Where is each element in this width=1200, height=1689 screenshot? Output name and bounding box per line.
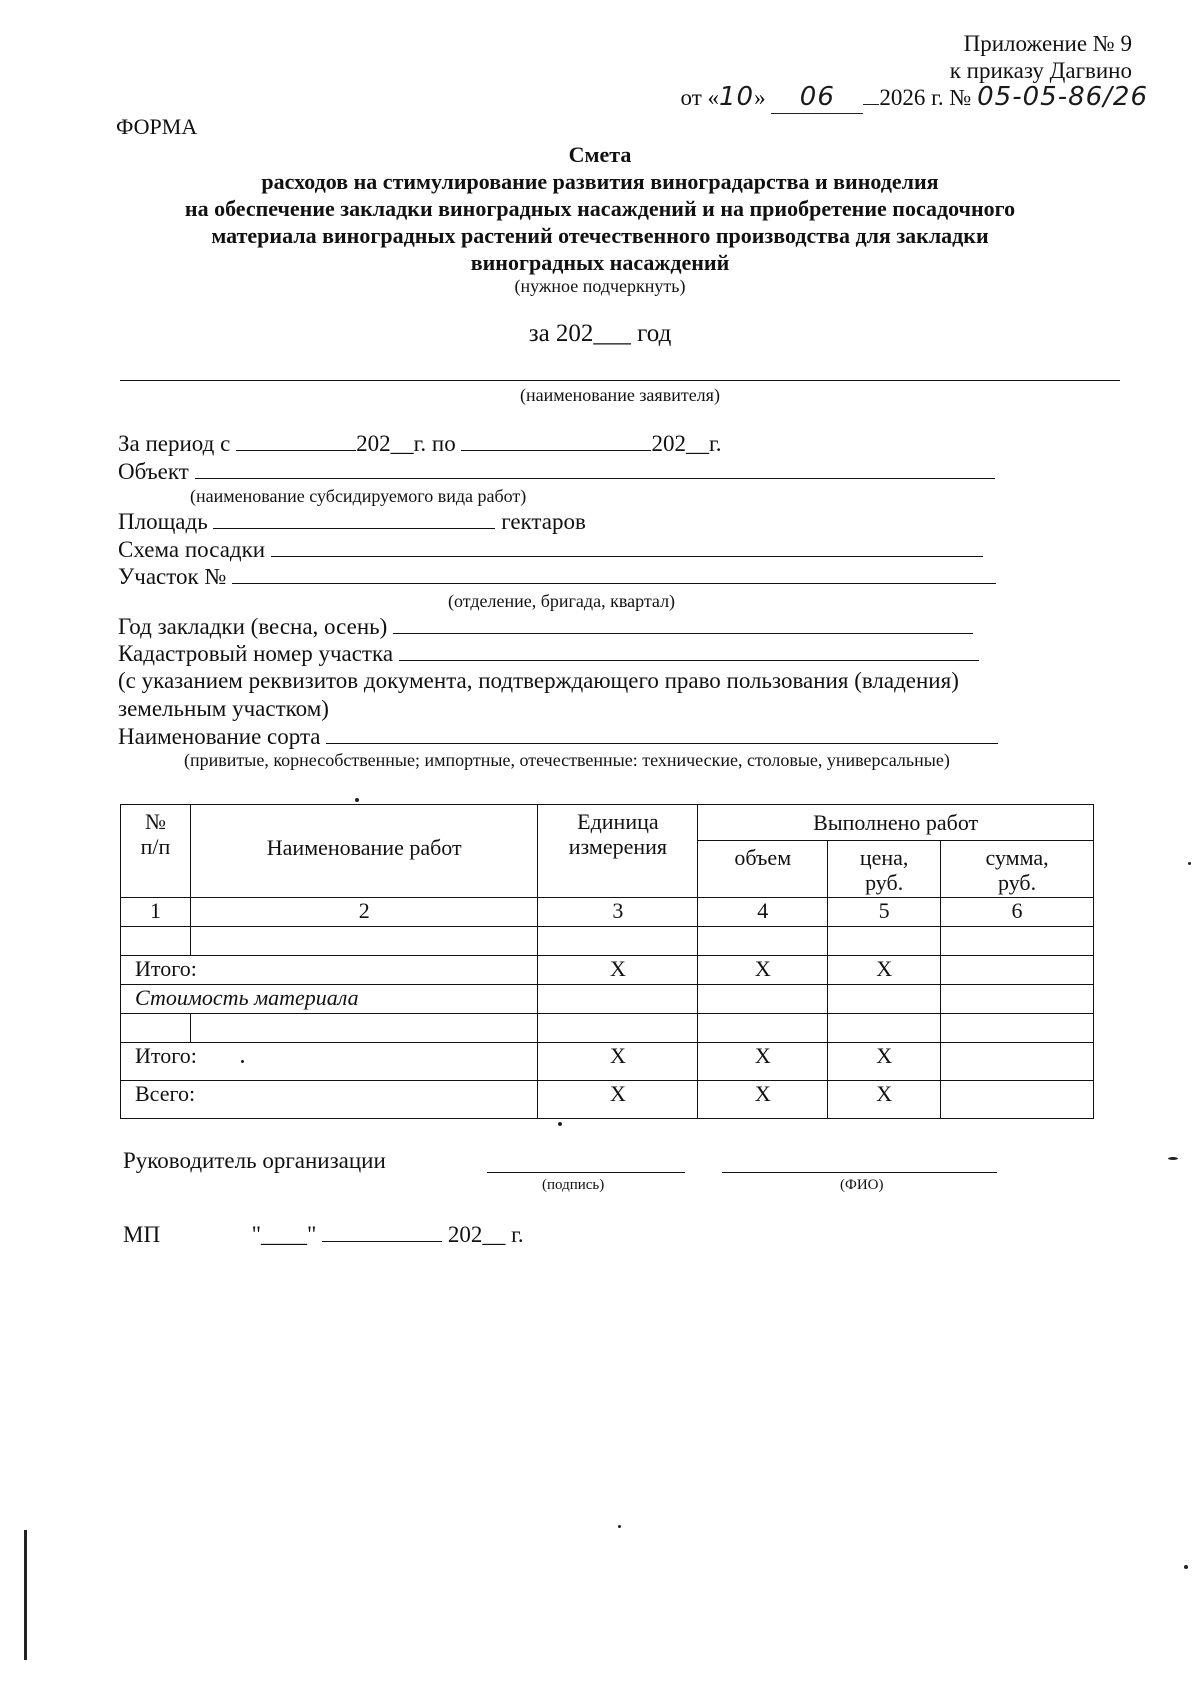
subtotal-label-2: Итого:	[121, 1043, 538, 1081]
applicant-name-field[interactable]	[120, 380, 1120, 381]
x-mark: X	[828, 1081, 941, 1119]
area-label: Площадь	[118, 509, 208, 534]
order-month-field	[771, 82, 863, 114]
area-field[interactable]	[213, 508, 495, 529]
title-line-3: на обеспечение закладки виноградных насаждений и на приобретение посадочного	[184, 196, 1016, 221]
object-caption: (наименование субсидируемого вида работ)	[190, 486, 527, 506]
header-name: Наименование работ	[190, 805, 538, 898]
cadastral-label: Кадастровый номер участка	[118, 641, 394, 666]
x-mark: X	[538, 1043, 698, 1081]
x-mark: X	[828, 1043, 941, 1081]
header-unit: Единица измерения	[538, 805, 698, 898]
title-line-2: расходов на стимулирование развития виноградарства и виноделия	[261, 169, 939, 194]
title-line-5: виноградных насаждений	[470, 250, 730, 275]
appendix-number: Приложение № 9	[963, 31, 1132, 56]
scan-speck	[355, 798, 359, 802]
object-field[interactable]	[195, 458, 995, 479]
header-sum: сумма, руб.	[941, 841, 1094, 898]
material-cost-label: Стоимость материала	[121, 985, 538, 1014]
date-month-field[interactable]	[322, 1221, 442, 1242]
scan-edge-mark	[24, 1530, 27, 1660]
order-day: 10	[719, 82, 755, 112]
header-done: Выполнено работ	[698, 805, 1094, 841]
subtotal-row-1	[121, 956, 1094, 985]
scan-speck	[1168, 1157, 1178, 1160]
col-num-4: 4	[698, 898, 828, 927]
planting-year-row	[118, 613, 973, 640]
cadastral-field[interactable]	[399, 640, 979, 661]
planting-year-label: Год закладки (весна, осень)	[118, 614, 388, 639]
head-of-organization-label: Руководитель организации	[123, 1148, 386, 1173]
x-mark: X	[698, 1043, 828, 1081]
appendix-header	[950, 30, 1132, 84]
area-unit: гектаров	[501, 509, 586, 534]
scan-speck	[1188, 862, 1191, 865]
seal-date-row	[123, 1221, 524, 1248]
subtotal-row-2	[121, 1043, 1094, 1081]
applicant-caption: (наименование заявителя)	[520, 385, 720, 405]
order-quote-close: »	[754, 85, 766, 110]
period-mid: 202__г. по	[356, 431, 456, 456]
signature-field[interactable]	[487, 1172, 685, 1173]
x-mark: X	[698, 1081, 828, 1119]
date-day-field[interactable]: "____"	[251, 1222, 317, 1247]
date-year: 202__ г.	[447, 1222, 524, 1247]
material-cost-row	[121, 985, 1094, 1014]
order-date-line	[681, 82, 1149, 114]
plot-row	[118, 563, 996, 590]
period-end: 202__г.	[651, 431, 722, 456]
col-num-1: 1	[121, 898, 191, 927]
column-number-row	[121, 898, 1094, 927]
period-row	[118, 430, 722, 457]
header-price: цена, руб.	[828, 841, 941, 898]
order-date-prefix: от «	[680, 85, 719, 110]
scan-speck	[558, 1122, 562, 1126]
variety-caption: (привитые, корнесобственные; импортные, отечественные: технические, столовые, универсальные)	[184, 750, 950, 770]
scheme-field[interactable]	[271, 536, 983, 557]
subtotal-label-1: Итого:	[121, 956, 538, 985]
header-num: № п/п	[121, 805, 191, 898]
appendix-order-ref: к приказу Дагвино	[949, 58, 1132, 83]
object-row	[118, 458, 995, 485]
col-num-3: 3	[538, 898, 698, 927]
total-row	[121, 1081, 1094, 1119]
period-end-field[interactable]	[461, 430, 651, 451]
planting-year-field[interactable]	[393, 613, 973, 634]
rights-line-1: (с указанием реквизитов документа, подтверждающего право пользования (владения)	[118, 668, 959, 693]
document-title	[120, 141, 1080, 276]
scan-speck	[1184, 1565, 1188, 1569]
scan-speck	[241, 1060, 244, 1063]
title-line-1: Смета	[568, 142, 632, 167]
scheme-row	[118, 536, 983, 563]
variety-field[interactable]	[326, 723, 998, 744]
header-volume: объем	[698, 841, 828, 898]
scan-speck	[618, 1525, 621, 1528]
table-row	[121, 927, 1094, 956]
x-mark: X	[538, 1081, 698, 1119]
title-line-4: материала виноградных растений отечественного производства для закладки	[211, 223, 989, 248]
col-num-5: 5	[828, 898, 941, 927]
underline-note: (нужное подчеркнуть)	[514, 276, 686, 296]
total-label: Всего:	[121, 1081, 538, 1119]
order-year-suffix: 2026 г. №	[879, 85, 972, 110]
rights-line-2: земельным участком)	[118, 696, 329, 721]
form-label: ФОРМА	[116, 114, 198, 139]
period-prefix: За период с	[118, 431, 231, 456]
area-row	[118, 508, 586, 535]
order-month: 06	[799, 82, 835, 112]
variety-label: Наименование сорта	[118, 724, 321, 749]
table-row	[121, 1014, 1094, 1043]
col-num-2: 2	[190, 898, 538, 927]
cadastral-row	[118, 640, 979, 667]
order-month-tail	[863, 104, 879, 105]
x-mark: X	[828, 956, 941, 985]
seal-mark: МП	[123, 1222, 161, 1247]
estimate-table	[120, 804, 1094, 1119]
plot-caption: (отделение, бригада, квартал)	[448, 591, 676, 611]
order-number: 05-05-86/26	[977, 82, 1148, 112]
x-mark: X	[698, 956, 828, 985]
scheme-label: Схема посадки	[118, 537, 266, 562]
variety-row	[118, 723, 998, 750]
object-label: Объект	[118, 459, 189, 484]
signature-caption: (подпись)	[542, 1177, 605, 1193]
report-year: за 202___ год	[528, 320, 672, 347]
col-num-6: 6	[941, 898, 1094, 927]
x-mark: X	[538, 956, 698, 985]
fio-caption: (ФИО)	[840, 1177, 884, 1193]
period-start-field[interactable]	[236, 430, 356, 451]
fio-field[interactable]	[722, 1172, 997, 1173]
plot-field[interactable]	[232, 563, 996, 584]
plot-label: Участок №	[118, 564, 227, 589]
